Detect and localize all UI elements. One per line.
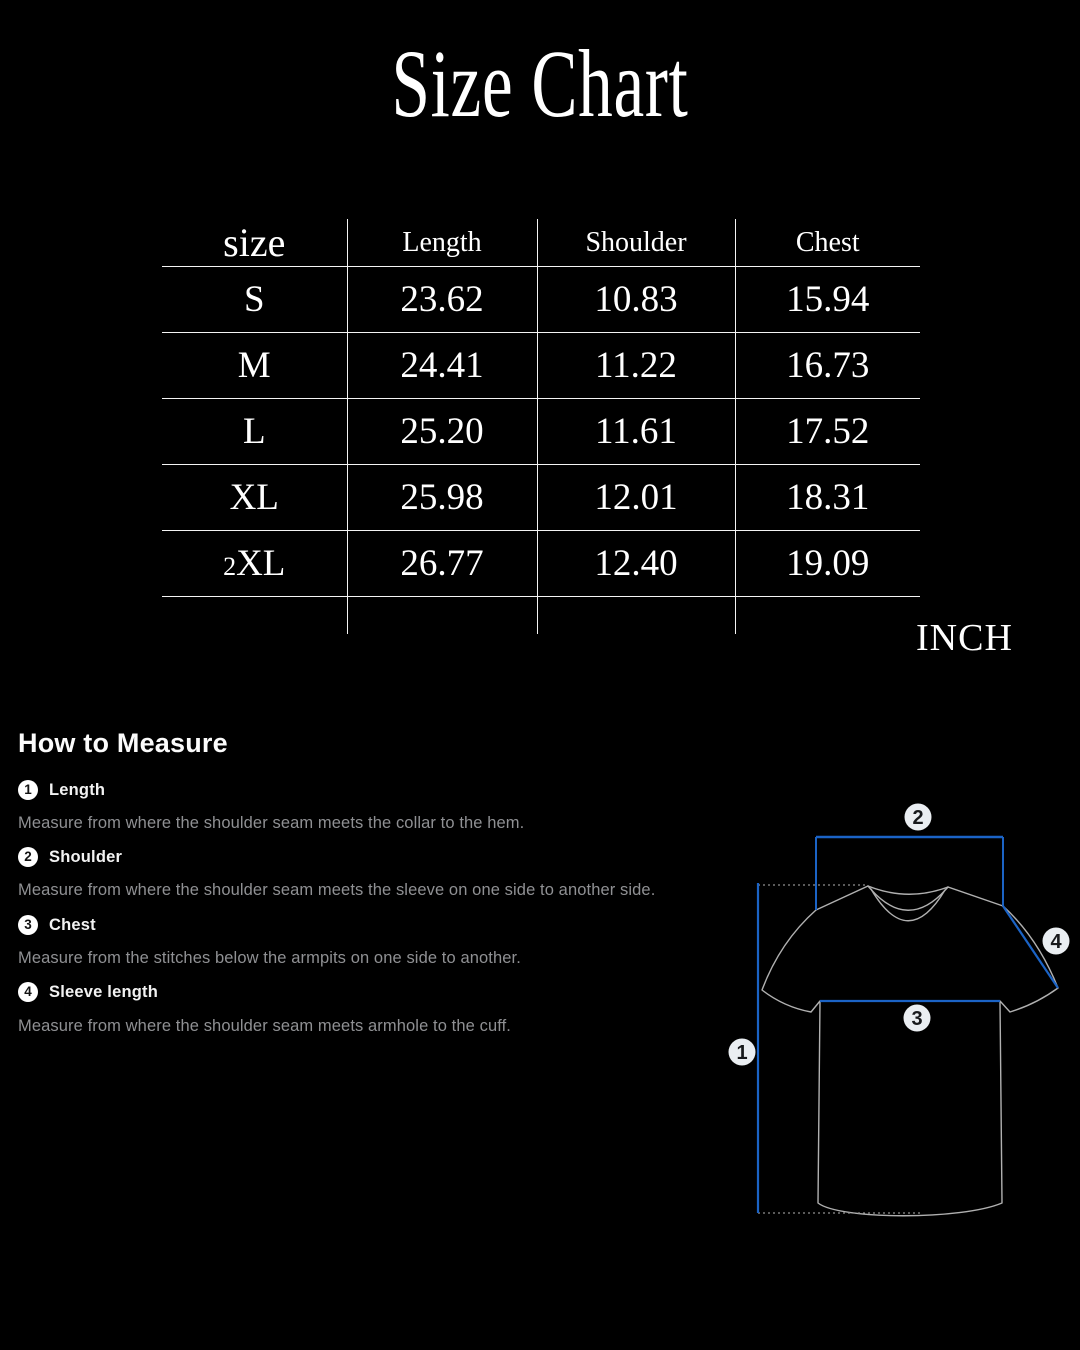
diagram-badge-2	[905, 804, 932, 831]
column-header-chest: Chest	[735, 219, 920, 267]
chest-cell: 15.94	[735, 267, 920, 333]
measure-item-length	[18, 780, 105, 800]
size-cell	[162, 399, 347, 465]
shirt-outline	[762, 886, 1058, 1216]
shoulder-cell: 11.22	[537, 333, 735, 399]
item-description: Measure from where the shoulder seam meets the collar to the hem.	[18, 814, 525, 832]
size-cell	[162, 531, 347, 597]
table-row-xl	[162, 465, 920, 531]
item-number-badge: 2	[18, 847, 38, 867]
item-label: Length	[49, 780, 106, 799]
measure-item-shoulder	[18, 847, 122, 867]
length-cell: 24.41	[347, 333, 537, 399]
how-to-measure-heading: How to Measure	[18, 728, 228, 758]
size-cell	[162, 333, 347, 399]
measure-item-sleeve-length	[18, 982, 158, 1002]
diagram-badge-number: 3	[911, 1008, 923, 1030]
item-label: Shoulder	[49, 847, 123, 866]
item-number-badge: 4	[18, 982, 38, 1002]
length-cell: 25.98	[347, 465, 537, 531]
chest-cell: 17.52	[735, 399, 920, 465]
diagram-badge-number: 2	[912, 807, 924, 829]
item-number-badge: 3	[18, 915, 38, 935]
table-row-2xl	[162, 531, 920, 597]
table-row-s	[162, 267, 920, 333]
shoulder-cell: 12.40	[537, 531, 735, 597]
diagram-badge-number: 1	[736, 1042, 748, 1064]
size-value: XL	[229, 477, 279, 518]
size-value: XL	[236, 543, 286, 584]
size-table	[162, 219, 920, 634]
size-value: M	[237, 345, 271, 386]
diagram-badge-number: 4	[1050, 931, 1062, 953]
column-header-length: Length	[347, 219, 537, 267]
size-cell	[162, 267, 347, 333]
item-description: Measure from where the shoulder seam meets armhole to the cuff.	[18, 1017, 511, 1035]
column-header-shoulder: Shoulder	[537, 219, 735, 267]
page-title: Size Chart	[391, 30, 689, 137]
length-cell: 26.77	[347, 531, 537, 597]
column-header-size: size	[162, 219, 347, 267]
table-tail-row	[162, 597, 920, 634]
size-value: L	[242, 411, 266, 452]
chest-cell: 16.73	[735, 333, 920, 399]
length-cell: 25.20	[347, 399, 537, 465]
shoulder-cell: 10.83	[537, 267, 735, 333]
chest-cell: 18.31	[735, 465, 920, 531]
shoulder-cell: 12.01	[537, 465, 735, 531]
length-cell: 23.62	[347, 267, 537, 333]
table-row-l	[162, 399, 920, 465]
item-description: Measure from where the shoulder seam meets the sleeve on one side to another side.	[18, 881, 656, 899]
table-header-row	[162, 219, 920, 267]
tshirt-diagram	[700, 780, 1080, 1350]
item-label: Sleeve length	[49, 982, 158, 1001]
chest-cell: 19.09	[735, 531, 920, 597]
unit-label: INCH	[916, 617, 1013, 659]
measure-line-shoulder-ticks	[816, 837, 1003, 910]
table-row-m	[162, 333, 920, 399]
diagram-badge-4	[1043, 928, 1070, 955]
how-to-measure-section	[18, 728, 718, 1058]
item-label: Chest	[49, 915, 96, 934]
item-number-badge: 1	[18, 780, 38, 800]
diagram-badge-3	[904, 1005, 931, 1032]
diagram-badge-1	[729, 1039, 756, 1066]
collar-line-outer	[868, 886, 948, 894]
shoulder-cell: 11.61	[537, 399, 735, 465]
size-value: S	[243, 279, 265, 320]
measure-item-chest	[18, 915, 96, 935]
item-description: Measure from the stitches below the armpits on one side to another.	[18, 949, 521, 967]
size-cell	[162, 465, 347, 531]
size-prefix: 2	[223, 552, 237, 581]
